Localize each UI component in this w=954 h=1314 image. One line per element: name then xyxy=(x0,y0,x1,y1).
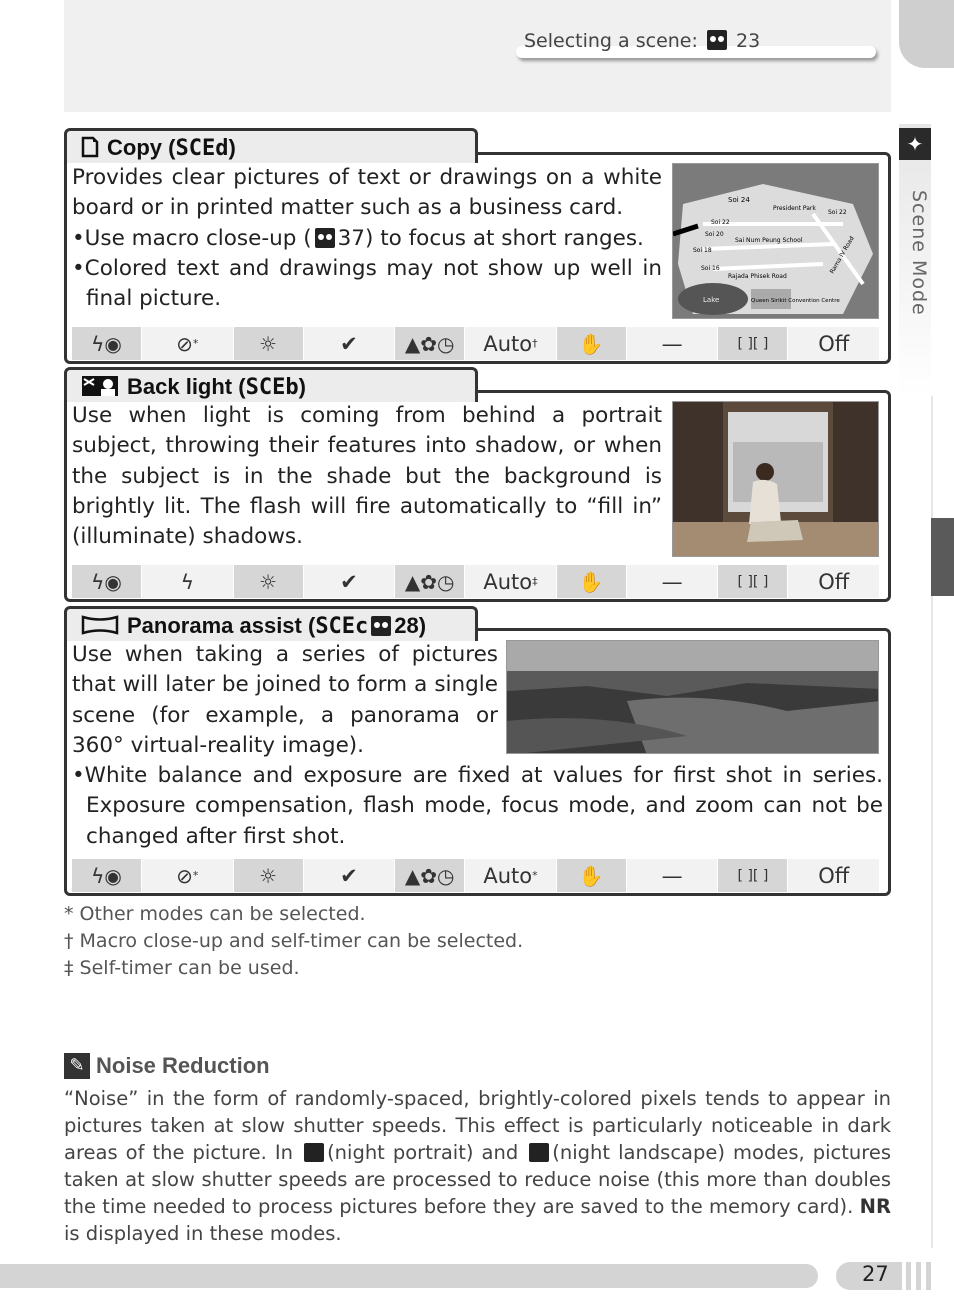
footer-tick xyxy=(906,1262,911,1290)
af-area-icon: [ ][ ] xyxy=(737,573,769,590)
chapter-tab-top xyxy=(899,0,954,68)
af-value: Off xyxy=(788,327,879,360)
flash-icon-cell xyxy=(72,565,141,598)
scene-title: Back light (SCEb) xyxy=(81,374,306,400)
af-value: Off xyxy=(788,859,879,892)
map-photo xyxy=(672,163,879,319)
footer-tick xyxy=(926,1262,931,1290)
map-label: Soi 22 xyxy=(711,219,730,226)
scene-title-tab xyxy=(64,367,478,402)
map-label: Soi 24 xyxy=(728,196,750,204)
map-label: Rama IV Road xyxy=(828,235,856,275)
note-pencil-icon: ✎ xyxy=(64,1053,90,1079)
self-timer-icon-cell xyxy=(234,565,303,598)
self-timer-value: ✔ xyxy=(304,859,395,892)
settings-row xyxy=(72,327,879,360)
flash-red-eye-icon: ϟ◉ xyxy=(91,331,122,356)
focus-mode-icon: ▲✿◷ xyxy=(404,569,455,594)
hand-icon: ✋ xyxy=(578,331,604,356)
self-timer-icon-cell xyxy=(234,859,303,892)
focus-mode-icon: ▲✿◷ xyxy=(404,331,455,356)
noise-reduction-text: “Noise” in the form of randomly-spaced, brightly-colored pixels tends to appear in pictures taken at slow shutter speeds. This effect is particularly noticeable in dark areas of the picture. In (night portrait) and (night landscape) modes, pictures taken at slow shutter speeds are processed to reduce noise (this more than doubles the time needed to process pictures before they are saved to the memory card). NR is displayed in these modes. xyxy=(64,1087,891,1245)
self-timer-icon: ☼ xyxy=(259,863,278,888)
scene-description: Use when light is coming from behind a portrait subject, throwing their features into shadow, or when the subject is in the shade but the background is brightly lit. The flash will fire automatically to “fill in” (illuminate) shadows. xyxy=(72,403,662,550)
hand-icon: ✋ xyxy=(578,863,604,888)
footnotes: * Other modes can be selected. † Macro close-up and self-timer can be selected. ‡ Self-timer can be used. xyxy=(64,903,524,979)
scene-back-light xyxy=(64,367,891,602)
scene-panorama-assist xyxy=(64,606,891,896)
focus-value: Auto † xyxy=(465,327,556,360)
panorama-photo xyxy=(506,640,879,754)
flash-value: ⊘ * xyxy=(142,327,233,360)
focus-value: Auto * xyxy=(465,859,556,892)
map-label: Soi 16 xyxy=(701,265,720,272)
map-label: Soi 22 xyxy=(828,209,847,216)
map-label: Sai Num Peung School xyxy=(735,237,803,244)
vr-value: — xyxy=(627,327,718,360)
hand-icon: ✋ xyxy=(578,569,604,594)
self-timer-icon: ☼ xyxy=(259,331,278,356)
af-area-icon: [ ][ ] xyxy=(737,335,769,352)
map-label: Rajada Phisek Road xyxy=(728,273,787,280)
focus-mode-icon: ▲✿◷ xyxy=(404,863,455,888)
flash-icon-cell xyxy=(72,327,141,360)
flash-off-icon: ⊘ xyxy=(176,331,193,356)
scene-chapter-icon: ✦ xyxy=(899,128,931,160)
panorama-icon xyxy=(81,614,119,636)
self-timer-value: ✔ xyxy=(304,327,395,360)
scene-title-tab xyxy=(64,606,478,641)
vr-value: — xyxy=(627,859,718,892)
af-area-icon: [ ][ ] xyxy=(737,867,769,884)
vr-icon-cell xyxy=(557,565,626,598)
flash-value: ⊘ * xyxy=(142,859,233,892)
map-label: Lake xyxy=(703,296,720,304)
map-label: Soi 18 xyxy=(693,247,712,254)
header-reference xyxy=(516,28,876,60)
night-landscape-icon xyxy=(529,1143,549,1162)
map-label: Queen Sirikit Convention Centre xyxy=(751,298,840,304)
vr-icon-cell xyxy=(557,859,626,892)
map-label: President Park xyxy=(773,205,816,212)
scene-title: Copy (SCEd) xyxy=(81,135,236,161)
af-area-icon-cell xyxy=(718,859,787,892)
map-label: Soi 20 xyxy=(705,231,724,238)
footer-bar xyxy=(0,1264,818,1288)
focus-icon-cell xyxy=(395,859,464,892)
scene-mode-icon xyxy=(371,616,391,636)
flash-red-eye-icon: ϟ◉ xyxy=(91,569,122,594)
noise-reduction-heading: ✎ Noise Reduction xyxy=(64,1052,270,1080)
copy-icon xyxy=(81,136,99,158)
footer-tick xyxy=(916,1262,921,1290)
self-timer-icon-cell xyxy=(234,327,303,360)
night-portrait-icon xyxy=(304,1143,324,1162)
scene-title: Panorama assist (SCEc 28) xyxy=(81,613,426,639)
flash-icon-cell xyxy=(72,859,141,892)
flash-value xyxy=(142,565,233,598)
macro-icon xyxy=(315,228,335,248)
self-timer-value: ✔ xyxy=(304,565,395,598)
focus-icon-cell xyxy=(395,327,464,360)
scene-description: Use when taking a series of pictures that will later be joined to form a single scene (for example, a panorama or 360° virtual-reality image). xyxy=(72,642,498,758)
scene-copy xyxy=(64,128,891,364)
settings-row xyxy=(72,859,879,892)
side-chapter-label: Scene Mode xyxy=(908,190,930,316)
header-ref-text: Selecting a scene: 23 xyxy=(524,30,761,52)
focus-value: Auto ‡ xyxy=(465,565,556,598)
vr-icon-cell xyxy=(557,327,626,360)
scene-description: Provides clear pictures of text or drawings on a white board or in printed matter such as a business card. •Use macro close-up ( 37) to focus at short ranges. •Colored text and drawings may not show up well in final picture. xyxy=(72,163,662,314)
settings-row xyxy=(72,565,879,598)
self-timer-icon: ☼ xyxy=(259,569,278,594)
portrait-photo xyxy=(672,401,879,557)
scene-bullets: •White balance and exposure are fixed at values for first shot in series. Exposure compensation, flash mode, focus mode, and zoom can not be changed after first shot. xyxy=(72,763,883,849)
focus-icon-cell xyxy=(395,565,464,598)
back-light-icon xyxy=(81,375,119,397)
scene-mode-icon xyxy=(707,30,727,50)
flash-off-icon: ⊘ xyxy=(176,863,193,888)
chapter-position-marker xyxy=(931,518,954,596)
vr-value: — xyxy=(627,565,718,598)
scene-title-tab xyxy=(64,128,478,163)
flash-on-icon: ϟ xyxy=(180,569,194,594)
af-value: Off xyxy=(788,565,879,598)
af-area-icon-cell xyxy=(718,565,787,598)
flash-red-eye-icon: ϟ◉ xyxy=(91,863,122,888)
page-number: 27 xyxy=(862,1262,889,1286)
af-area-icon-cell xyxy=(718,327,787,360)
